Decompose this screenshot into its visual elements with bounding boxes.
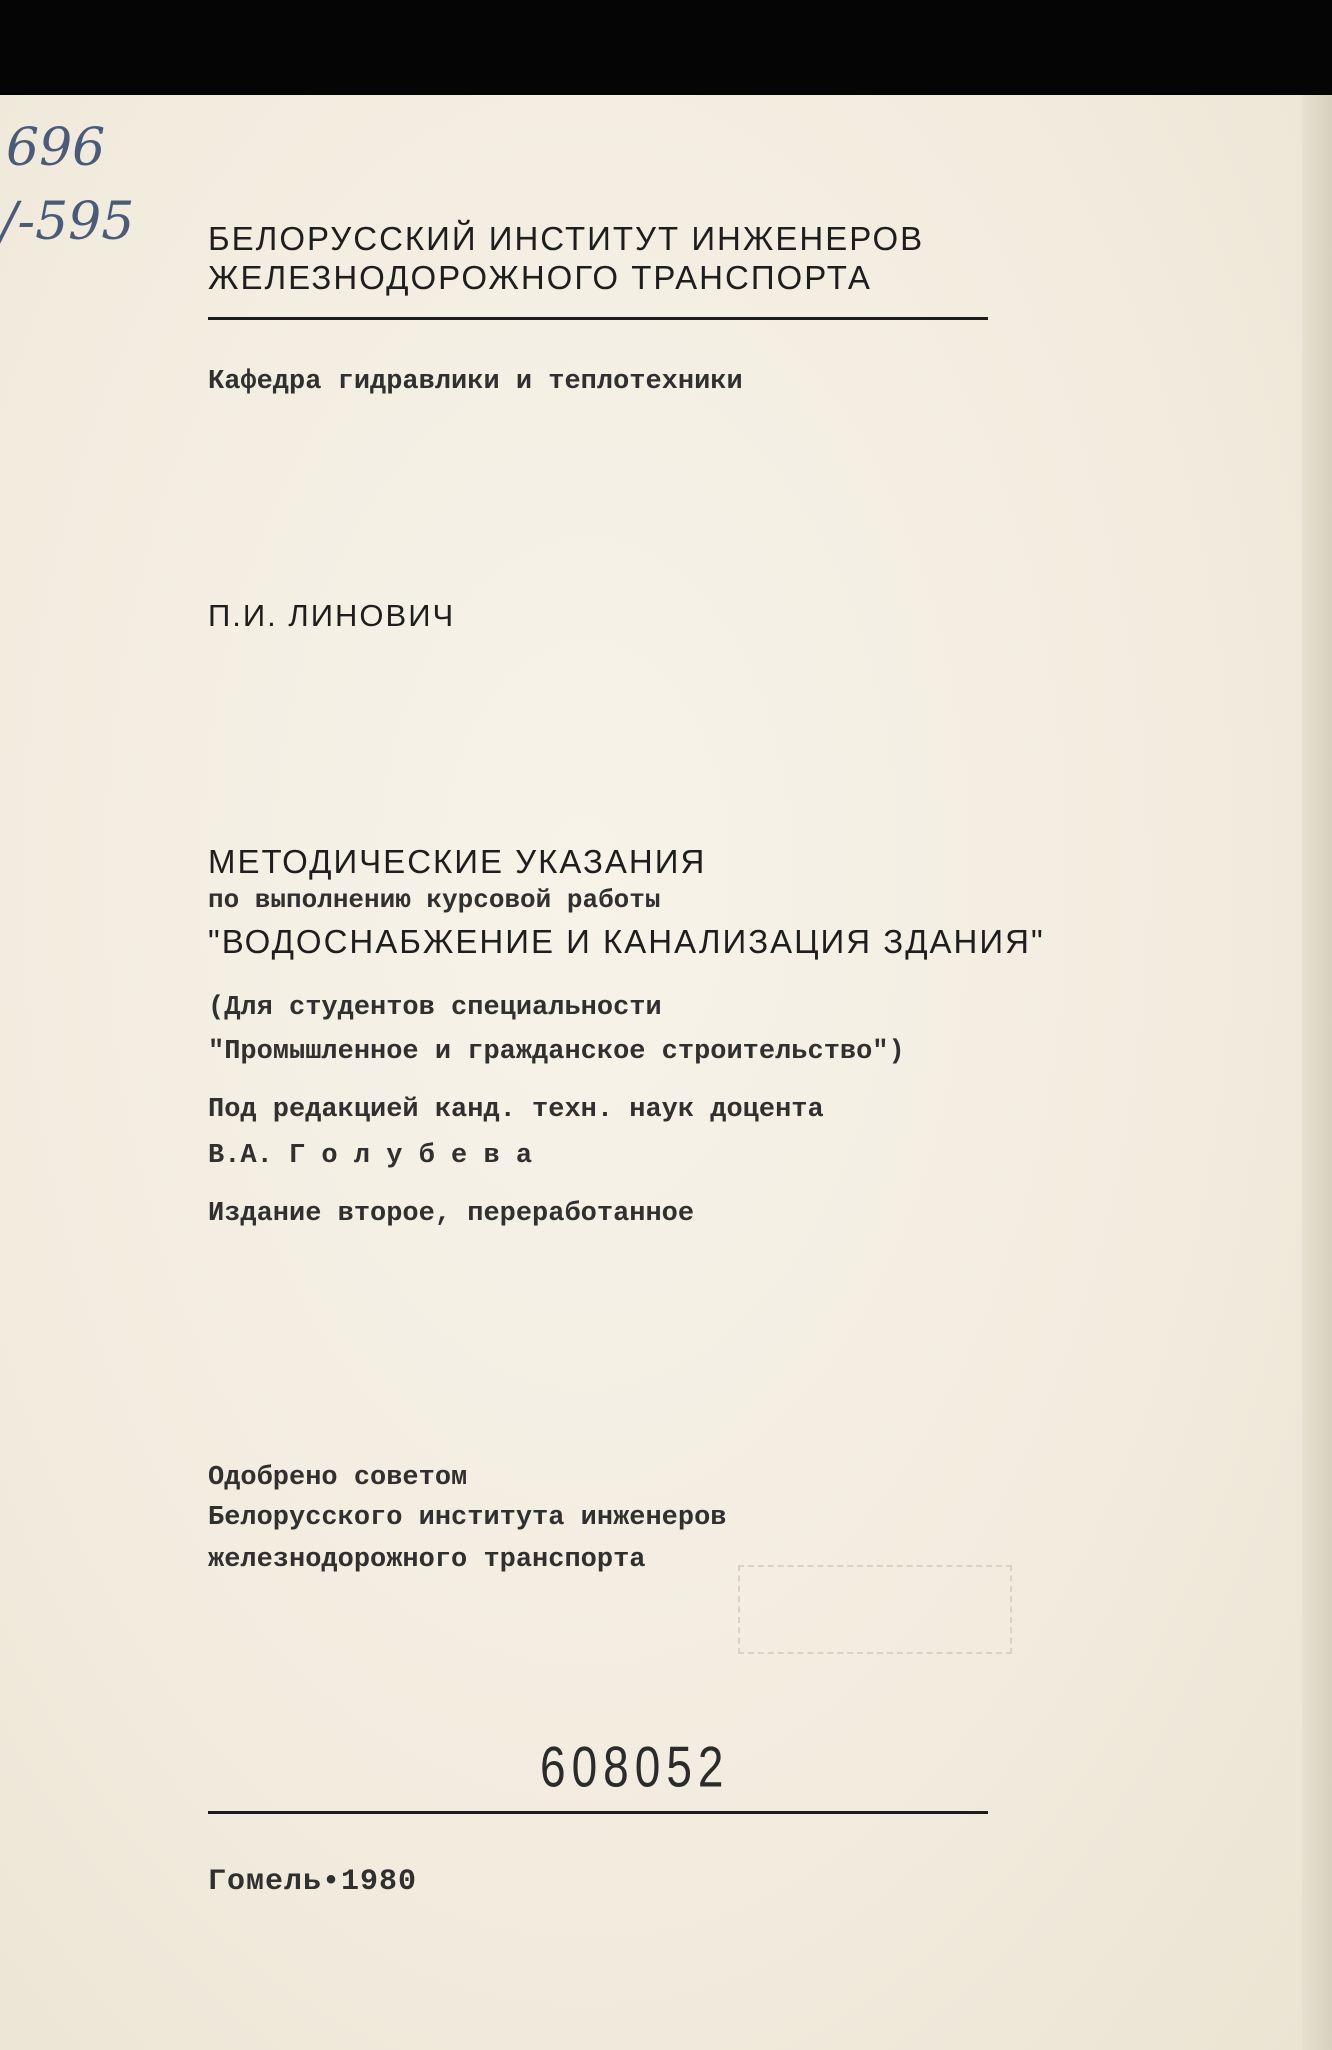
audience-line-1: (Для студентов специальности [208, 993, 662, 1023]
title-line-3: "ВОДОСНАБЖЕНИЕ И КАНАЛИЗАЦИЯ ЗДАНИЯ" [208, 923, 1045, 960]
title-line-2: по выполнению курсовой работы [208, 885, 661, 915]
editor-name: В.А. Г о л у б е в а [208, 1141, 533, 1171]
handwritten-mark-1: 696 [6, 118, 106, 178]
imprint: Гомель•1980 [208, 1865, 418, 1899]
title-line-1: МЕТОДИЧЕСКИЕ УКАЗАНИЯ [208, 843, 707, 880]
department: Кафедра гидравлики и теплотехники [208, 367, 743, 397]
author: П.И. ЛИНОВИЧ [208, 598, 456, 633]
inventory-number-stamp: 608052 [540, 1733, 730, 1799]
imprint-divider [208, 1811, 988, 1814]
institute-name-line-1: БЕЛОРУССКИЙ ИНСТИТУТ ИНЖЕНЕРОВ [208, 220, 925, 257]
handwritten-mark-2: /-595 [0, 192, 135, 252]
header-divider [208, 317, 988, 320]
edition: Издание второе, переработанное [208, 1199, 695, 1229]
approval-line-2: Белорусского института инженеров [208, 1503, 727, 1533]
faint-stamp-outline [738, 1565, 1012, 1654]
institute-name-line-2: ЖЕЛЕЗНОДОРОЖНОГО ТРАНСПОРТА [208, 259, 872, 296]
scan-right-edge [1302, 95, 1332, 2050]
editor-line-1: Под редакцией канд. техн. наук доцента [208, 1095, 824, 1125]
approval-line-3: железнодорожного транспорта [208, 1545, 646, 1575]
approval-line-1: Одобрено советом [208, 1463, 468, 1493]
audience-line-2: "Промышленное и гражданское строительство") [208, 1037, 905, 1067]
scan-top-border [0, 0, 1332, 95]
